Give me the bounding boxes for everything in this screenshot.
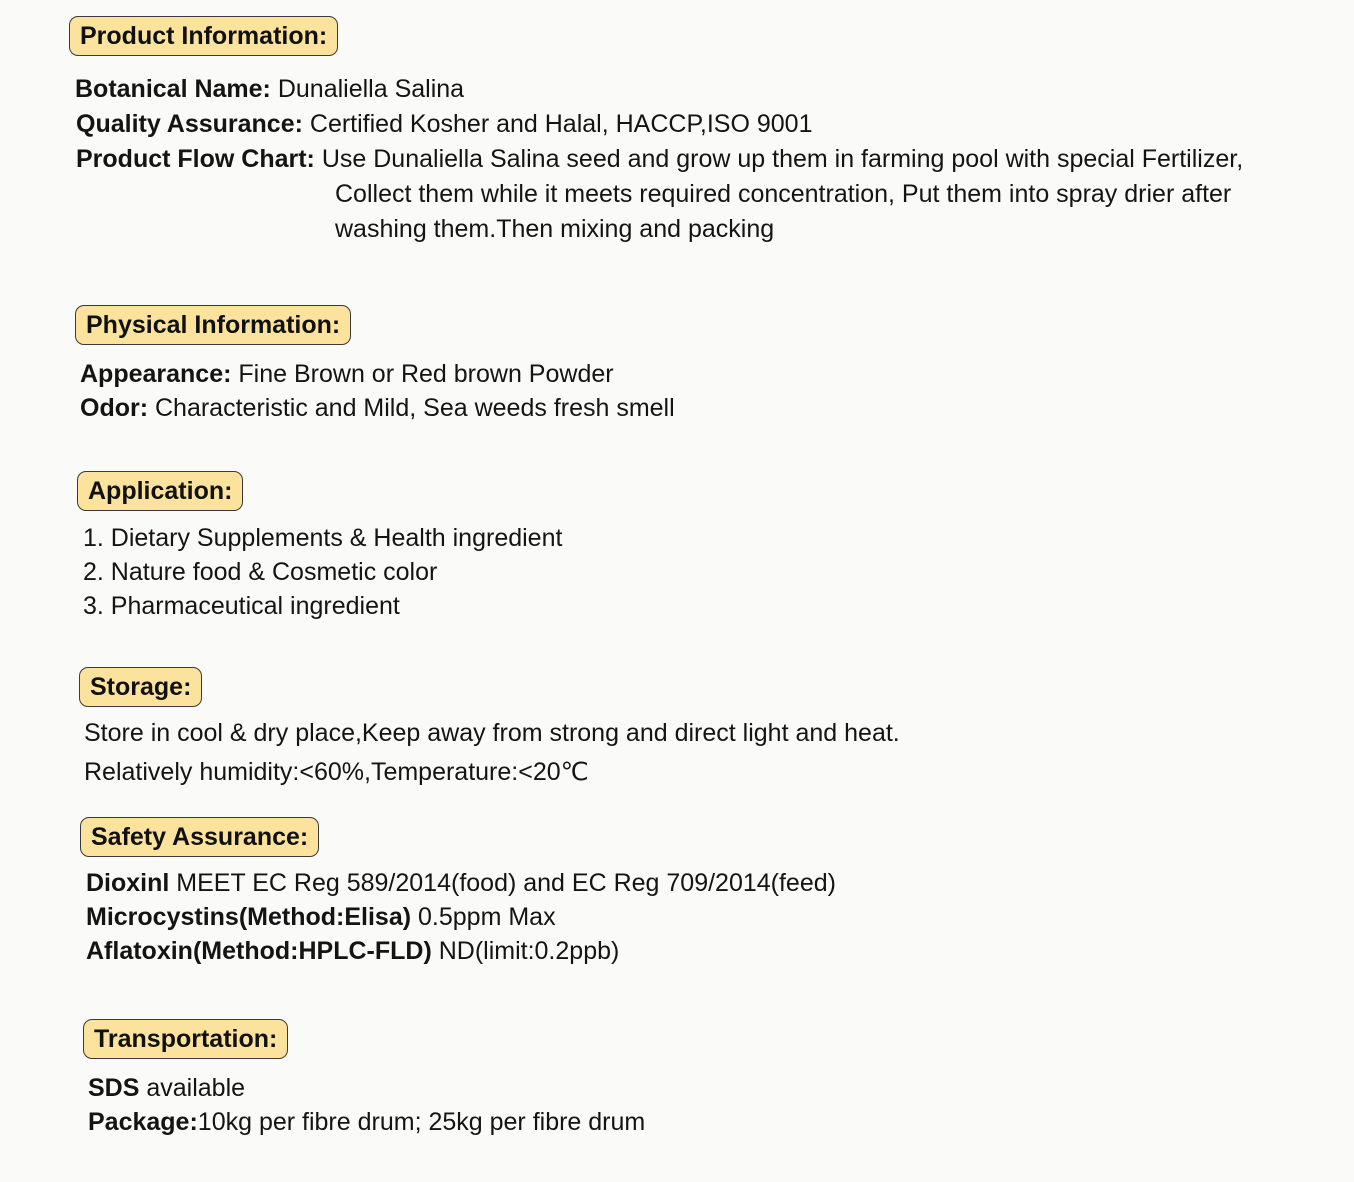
aflatoxin-value: ND(limit:0.2ppb) [438, 937, 620, 965]
odor-row [80, 391, 675, 425]
sds-value: available [146, 1074, 246, 1102]
flow-chart-line: Collect them while it meets required concentration, Put them into spray drier after [335, 180, 1232, 208]
sds-row [88, 1071, 245, 1105]
aflatoxin-label: Aflatoxin(Method:HPLC-FLD) [86, 937, 432, 965]
botanical-name-row [75, 72, 464, 106]
appearance-value: Fine Brown or Red brown Powder [238, 360, 614, 388]
microcystins-row [86, 900, 556, 934]
storage-line: Relatively humidity:<60%,Temperature:<20℃ [84, 758, 589, 786]
application-item: 3. Pharmaceutical ingredient [83, 592, 400, 620]
botanical-name-label: Botanical Name: [75, 75, 271, 103]
dioxin-value: MEET EC Reg 589/2014(food) and EC Reg 709/2014(feed) [176, 869, 836, 897]
application-item: 2. Nature food & Cosmetic color [83, 558, 438, 586]
appearance-row [80, 357, 614, 391]
appearance-label: Appearance: [80, 360, 232, 388]
application-heading: Application: [77, 471, 243, 511]
package-row [88, 1105, 645, 1139]
dioxin-label: Dioxinl [86, 869, 170, 897]
odor-label: Odor: [80, 394, 149, 422]
microcystins-value: 0.5ppm Max [418, 903, 556, 931]
product-information-heading: Product Information: [69, 16, 338, 56]
botanical-name-value: Dunaliella Salina [277, 75, 465, 103]
application-item: 1. Dietary Supplements & Health ingredient [83, 524, 563, 552]
flow-chart-row [76, 142, 1243, 176]
quality-assurance-row [76, 107, 812, 141]
quality-assurance-label: Quality Assurance: [76, 110, 303, 138]
microcystins-label: Microcystins(Method:Elisa) [86, 903, 412, 931]
safety-assurance-heading: Safety Assurance: [80, 817, 319, 857]
quality-assurance-value: Certified Kosher and Halal, HACCP,ISO 9001 [309, 110, 813, 138]
storage-heading: Storage: [79, 667, 202, 707]
sds-label: SDS [88, 1074, 140, 1102]
package-value: 10kg per fibre drum; 25kg per fibre drum [197, 1108, 646, 1136]
aflatoxin-row [86, 934, 619, 968]
storage-line: Store in cool & dry place,Keep away from strong and direct light and heat. [84, 719, 900, 747]
flow-chart-label: Product Flow Chart: [76, 145, 315, 173]
flow-chart-line: Use Dunaliella Salina seed and grow up them in farming pool with special Fertilizer, [321, 145, 1244, 173]
physical-information-heading: Physical Information: [75, 305, 351, 345]
transportation-heading: Transportation: [83, 1019, 288, 1059]
package-label: Package: [88, 1108, 198, 1136]
dioxin-row [86, 866, 836, 900]
flow-chart-line: washing them.Then mixing and packing [335, 215, 775, 243]
odor-value: Characteristic and Mild, Sea weeds fresh smell [155, 394, 675, 422]
